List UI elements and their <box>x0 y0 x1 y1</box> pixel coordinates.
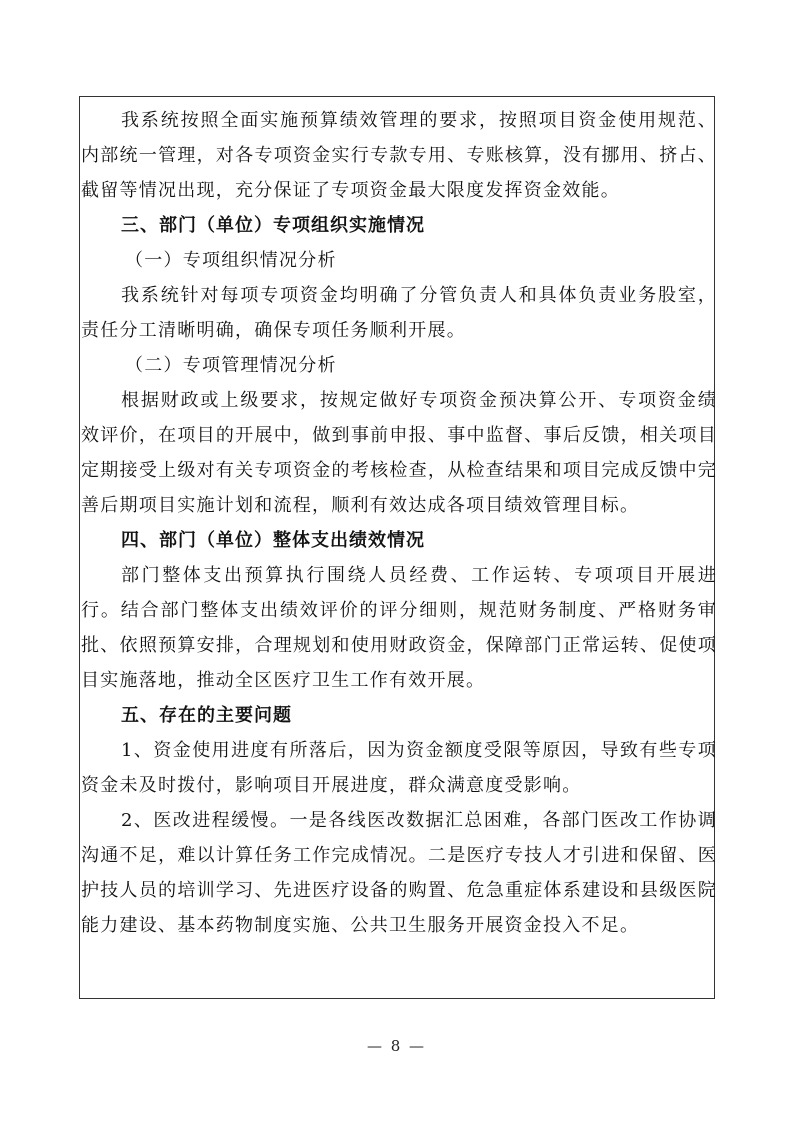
paragraph-organization: 我系统针对每项专项资金均明确了分管负责人和具体负责业务股室，责任分工清晰明确，确保专项任务顺利开展。 <box>81 285 717 341</box>
section-heading-4: 四、部门（单位）整体支出绩效情况 <box>121 530 425 551</box>
section-heading-3: 三、部门（单位）专项组织实施情况 <box>121 215 425 236</box>
document-body <box>81 103 717 943</box>
paragraph-management: 根据财政或上级要求，按规定做好专项资金预决算公开、专项资金绩效评价，在项目的开展中，做到事前申报、事中监督、事后反馈，相关项目定期接受上级对有关专项资金的考核检查，从检查结果和项目完成反馈中完善后期项目实施计划和流程，顺利有效达成各项目绩效管理目标。 <box>81 390 717 516</box>
paragraph-fund-management: 我系统按照全面实施预算绩效管理的要求，按照项目资金使用规范、内部统一管理，对各专项资金实行专款专用、专账核算，没有挪用、挤占、截留等情况出现，充分保证了专项资金最大限度发挥资金效能。 <box>81 110 717 201</box>
subsection-heading-management: （二）专项管理情况分析 <box>125 355 337 376</box>
page-number: — 8 — <box>366 1037 427 1055</box>
paragraph-problem-1: 1、资金使用进度有所落后，因为资金额度受限等原因，导致有些专项资金未及时拨付，影响项目开展进度，群众满意度受影响。 <box>81 740 717 796</box>
paragraph-problem-2: 2、医改进程缓慢。一是各线医改数据汇总困难，各部门医改工作协调沟通不足，难以计算任务工作完成情况。二是医疗专技人才引进和保留、医护技人员的培训学习、先进医疗设备的购置、危急重症体系建设和县级医院能力建设、基本药物制度实施、公共卫生服务开展资金投入不足。 <box>81 810 717 936</box>
section-heading-5: 五、存在的主要问题 <box>121 705 292 726</box>
subsection-heading-organization: （一）专项组织情况分析 <box>125 250 337 271</box>
paragraph-overall-expenditure: 部门整体支出预算执行围绕人员经费、工作运转、专项项目开展进行。结合部门整体支出绩效评价的评分细则，规范财务制度、严格财务审批、依照预算安排，合理规划和使用财政资金，保障部门正常运转、促使项目实施落地，推动全区医疗卫生工作有效开展。 <box>81 565 717 691</box>
